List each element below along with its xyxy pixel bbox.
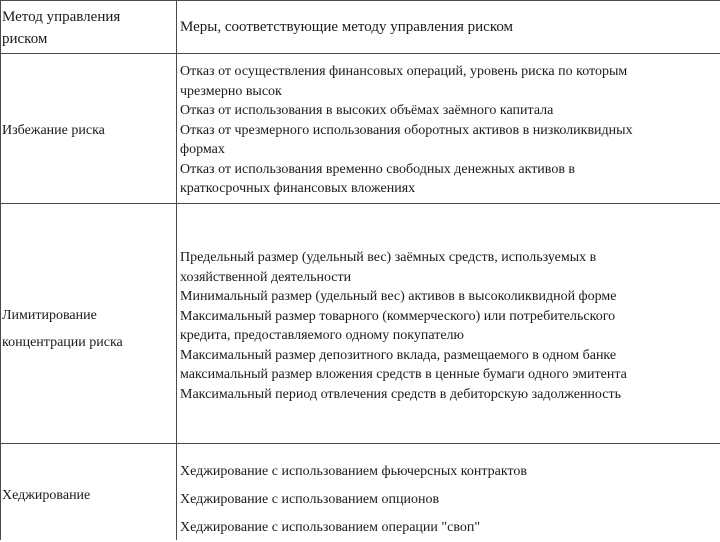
row-divider-1	[0, 203, 720, 204]
method-label: Лимитирование	[2, 308, 97, 323]
header-method-line: риском	[2, 31, 48, 47]
header-method-cell	[2, 6, 172, 50]
method-label: концентрации риска	[2, 335, 123, 350]
header-method-line: Метод управления	[2, 9, 121, 25]
method-cell-limiting	[2, 302, 172, 356]
header-measures-cell	[180, 16, 716, 38]
measure-line: краткосрочных финансовых вложениях	[180, 181, 416, 196]
header-measures-title: Меры, соответствующие методу управления риском	[180, 19, 514, 35]
method-cell-avoidance	[2, 121, 172, 141]
measure-line: Хеджирование с использованием операции "своп"	[180, 520, 481, 535]
measures-cell-limiting	[180, 248, 716, 404]
measure-line: Предельный размер (удельный вес) заёмных средств, используемых в	[180, 250, 597, 265]
method-cell-hedging	[2, 486, 172, 506]
measure-line: кредита, предоставляемого одному покупателю	[180, 328, 464, 343]
measure-line: Отказ от чрезмерного использования оборотных активов в низколиквидных	[180, 122, 633, 138]
measure-line: Отказ от использования в высоких объёмах заёмного капитала	[180, 103, 554, 118]
column-divider	[176, 0, 177, 540]
row-divider-2	[0, 443, 720, 444]
table-border-top	[0, 0, 720, 1]
measure-line: Хеджирование с использованием фьючерсных контрактов	[180, 464, 528, 479]
method-label: Хеджирование	[2, 488, 91, 503]
measures-cell-avoidance	[180, 62, 716, 199]
measure-line: формах	[180, 142, 225, 157]
measures-cell-hedging	[180, 458, 716, 542]
header-divider	[0, 53, 720, 54]
measure-line: хозяйственной деятельности	[180, 269, 352, 285]
measure-line: максимальный размер вложения средств в ценные бумаги одного эмитента	[180, 367, 627, 382]
measure-line: Максимальный размер депозитного вклада, размещаемого в одном банке	[180, 347, 617, 363]
measure-line: Минимальный размер (удельный вес) активов в высоколиквидной форме	[180, 289, 617, 304]
method-label: Избежание риска	[2, 123, 105, 138]
table-border-left	[0, 0, 1, 540]
measure-line: Отказ от использования временно свободных денежных активов в	[180, 161, 576, 177]
measure-line: Максимальный период отвлечения средств в дебиторскую задолженность	[180, 386, 621, 402]
measure-line: Максимальный размер товарного (коммерческого) или потребительского	[180, 308, 616, 324]
measure-line: Хеджирование с использованием опционов	[180, 492, 440, 507]
measure-line: Отказ от осуществления финансовых операций, уровень риска по которым	[180, 64, 628, 79]
measure-line: чрезмерно высок	[180, 83, 282, 99]
